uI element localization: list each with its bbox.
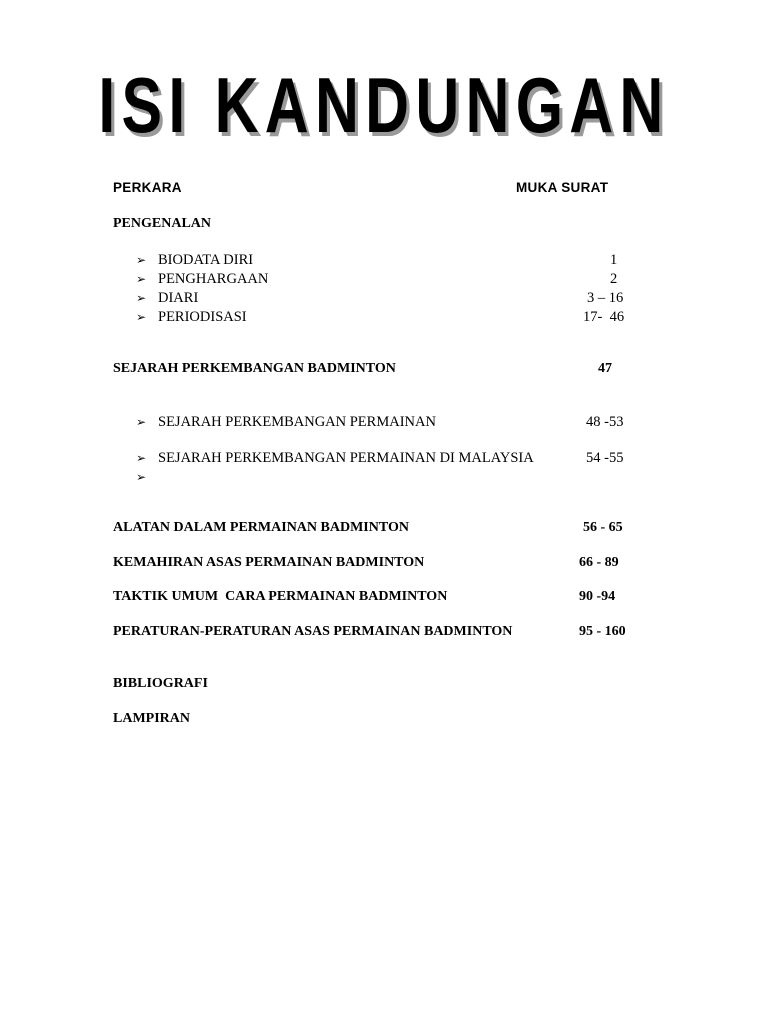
column-header-perkara: PERKARA — [113, 180, 182, 195]
list-item — [136, 469, 158, 486]
section-heading-sejarah: SEJARAH PERKEMBANGAN BADMINTON — [113, 361, 396, 376]
list-item-label: PERIODISASI — [158, 309, 247, 325]
page-number: 90 -94 — [579, 589, 616, 604]
list-item — [136, 271, 268, 288]
page-number: 48 -53 — [586, 414, 624, 430]
arrow-bullet-icon: ➢ — [136, 272, 147, 286]
document-title: ISI KANDUNGAN — [98, 61, 670, 149]
page-number: 95 - 160 — [579, 624, 626, 639]
list-item-label: BIODATA DIRI — [158, 252, 254, 268]
section-heading-peraturan: PERATURAN-PERATURAN ASAS PERMAINAN BADMINTON — [113, 624, 513, 639]
list-item-label: SEJARAH PERKEMBANGAN PERMAINAN — [158, 414, 436, 430]
list-item — [136, 414, 436, 431]
page-number: 17- 46 — [583, 309, 625, 325]
page-number: 54 -55 — [586, 450, 624, 466]
arrow-bullet-icon: ➢ — [136, 310, 147, 324]
list-item-label: SEJARAH PERKEMBANGAN PERMAINAN DI MALAYSIA — [158, 450, 534, 466]
page-number: 47 — [598, 361, 612, 376]
list-item — [136, 309, 247, 326]
page-number: 56 - 65 — [583, 520, 623, 535]
page-number: 2 — [610, 271, 618, 287]
list-item — [136, 290, 198, 307]
section-heading-kemahiran: KEMAHIRAN ASAS PERMAINAN BADMINTON — [113, 555, 425, 570]
arrow-bullet-icon: ➢ — [136, 291, 147, 305]
list-item — [136, 252, 253, 269]
arrow-bullet-icon: ➢ — [136, 451, 147, 465]
page-number: 3 – 16 — [587, 290, 624, 306]
section-heading-bibliografi: BIBLIOGRAFI — [113, 676, 208, 691]
list-item-label: DIARI — [158, 290, 199, 306]
list-item-label: PENGHARGAAN — [158, 271, 269, 287]
section-heading-taktik: TAKTIK UMUM CARA PERMAINAN BADMINTON — [113, 589, 448, 604]
page-number: 1 — [610, 252, 618, 268]
list-item — [136, 450, 534, 467]
section-heading-alatan: ALATAN DALAM PERMAINAN BADMINTON — [113, 520, 409, 535]
arrow-bullet-icon: ➢ — [136, 470, 147, 484]
section-heading-lampiran: LAMPIRAN — [113, 711, 190, 726]
page-number: 66 - 89 — [579, 555, 619, 570]
arrow-bullet-icon: ➢ — [136, 415, 147, 429]
section-heading-pengenalan: PENGENALAN — [113, 216, 212, 231]
column-header-muka-surat: MUKA SURAT — [516, 180, 609, 195]
arrow-bullet-icon: ➢ — [136, 253, 147, 267]
